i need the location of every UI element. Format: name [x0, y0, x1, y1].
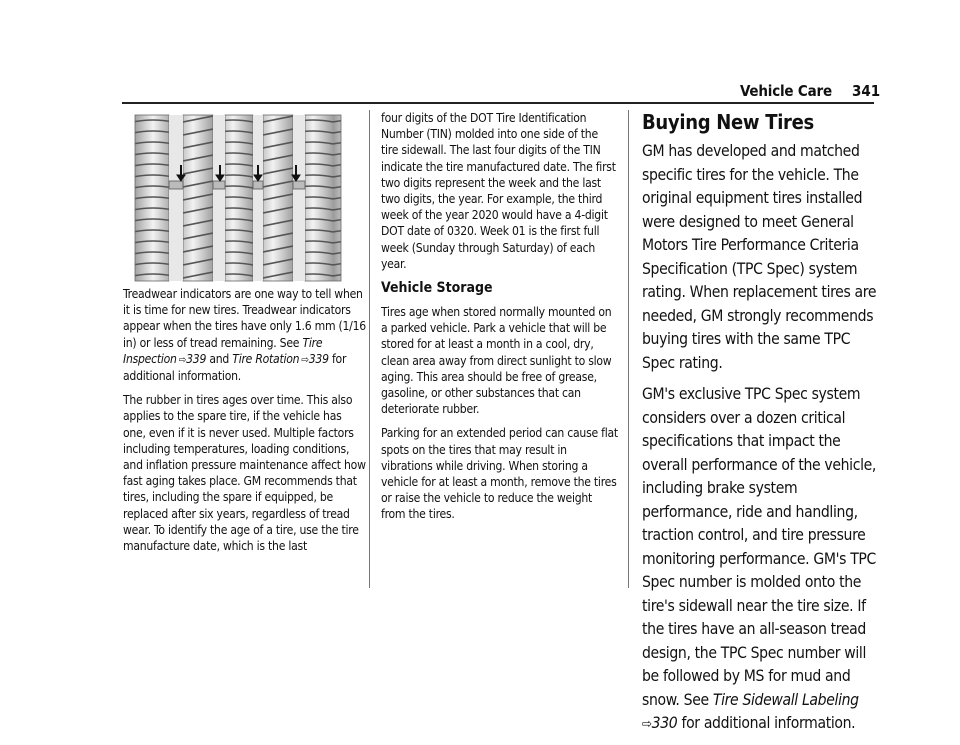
- column-2: [381, 110, 618, 531]
- column-divider-left: [369, 110, 370, 588]
- vehicle-storage-heading: Vehicle Storage: [381, 280, 493, 297]
- link-tire-inspection[interactable]: Tire Inspection: [123, 335, 323, 366]
- buying-paragraph-1: GM has developed and matched specific tires for the vehicle. The original equipment tires installed were designed to meet General Motors Tire Performance Criteria Specification (TPC Spec) system rating. When replacement tires are needed, GM strongly recommends buying tires with the same TPC Spec rating.: [642, 142, 877, 372]
- page-ref[interactable]: 339: [186, 351, 207, 366]
- page-ref[interactable]: 339: [308, 351, 329, 366]
- tire-aging-paragraph: The rubber in tires ages over time. This also applies to the spare tire, if the vehicle has one, even if it is never used. Multiple factors including temperatures, loading conditions, and inflation pressure maintenance affect how fast aging takes place. GM recommends that tires, including the spare if equipped, be replaced after six years, regardless of tread wear. To identify the age of a tire, use the tire manufacture date, which is the last: [123, 393, 366, 554]
- buying-paragraph-2: [642, 383, 880, 737]
- buying-new-tires-heading: Buying New Tires: [642, 110, 814, 134]
- page-number: 341: [852, 82, 881, 100]
- text: GM's exclusive TPC Spec system considers over a dozen critical specifications that impact the overall performance of the vehicle, including brake system performance, ride and handling, traction control, and tire pressure monitoring performance. GM's TPC Spec number is molded onto the tire's sidewall near the tire size. If the tires have an all-season tread design, the TPC Spec number will be followed by MS for mud and snow. See: [642, 385, 877, 709]
- column-1: [123, 286, 366, 562]
- text: and: [206, 351, 233, 366]
- column-divider-right: [628, 110, 629, 588]
- link-tire-rotation[interactable]: Tire Rotation: [232, 351, 300, 366]
- page-arrow-icon: ⇨: [301, 353, 309, 366]
- page-ref[interactable]: 330: [651, 714, 678, 732]
- storage-paragraph-2: Parking for an extended period can cause flat spots on the tires that may result in vibrations while driving. When storing a vehicle for at least a month, remove the tires or raise the vehicle to reduce the weight from the tires.: [381, 426, 618, 522]
- text: for additional information.: [123, 351, 347, 384]
- storage-paragraph-1: Tires age when stored normally mounted on a parked vehicle. Park a vehicle that will be stored for at least a month in a cool, dry, clean area away from direct sunlight to slow aging. This area should be free of grease, gasoline, or other substances that can deteriorate rubber.: [381, 305, 612, 417]
- dot-tin-paragraph: four digits of the DOT Tire Identification Number (TIN) molded into one side of the tire sidewall. The last four digits of the TIN indicate the tire manufactured date. The first two digits represent the week and the last two digits, the year. For example, the third week of the year 2020 would have a 4-digit DOT date of 0320. Week 01 is the first full week (Sunday through Saturday) of each year.: [381, 111, 616, 271]
- header-divider: [122, 102, 874, 104]
- section-title: Vehicle Care: [740, 82, 832, 100]
- page-arrow-icon: ⇨: [178, 353, 187, 366]
- link-tire-sidewall-labeling[interactable]: Tire Sidewall Labeling: [712, 690, 859, 709]
- page-arrow-icon: ⇨: [642, 717, 652, 732]
- treadwear-paragraph: [123, 286, 366, 384]
- text: for additional information.: [677, 714, 856, 732]
- column-3: [642, 110, 880, 745]
- tire-tread-indicator-icon: [133, 113, 343, 283]
- text: Treadwear indicators are one way to tell when it is time for new tires. Treadwear indicators appear when the tires have only 1.6 mm (1/16 in) or less of tread remaining. See: [123, 287, 366, 350]
